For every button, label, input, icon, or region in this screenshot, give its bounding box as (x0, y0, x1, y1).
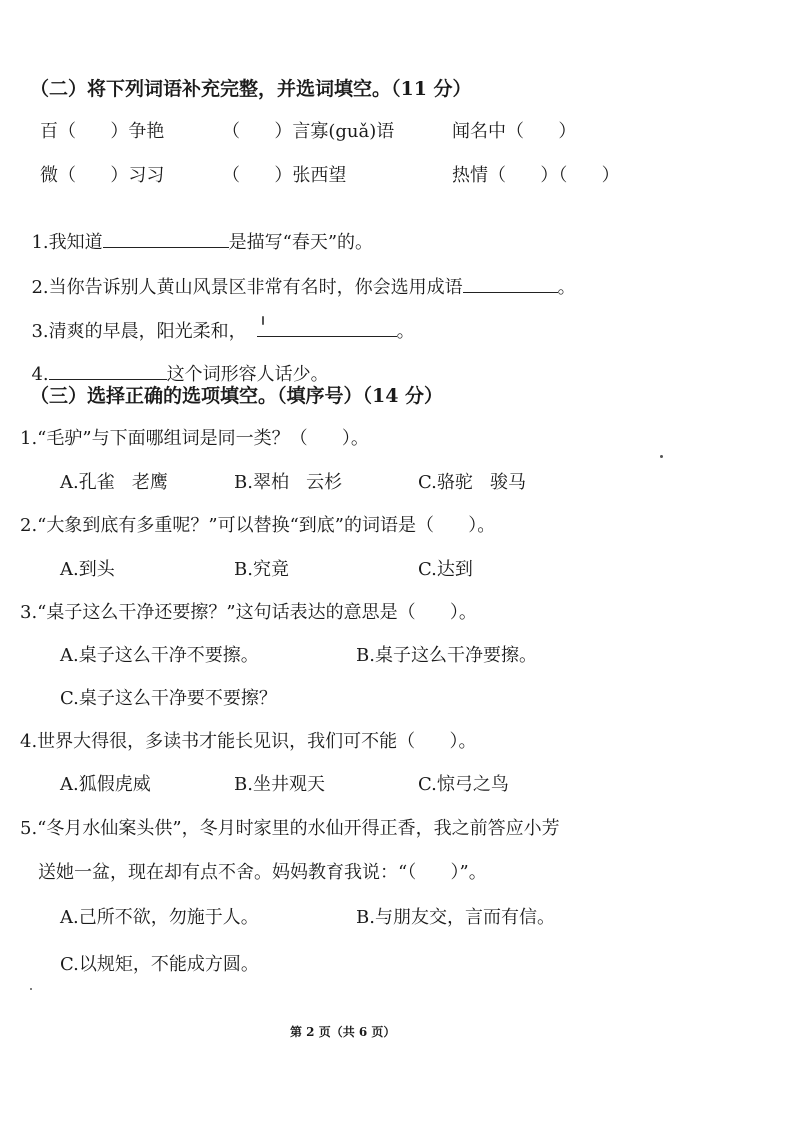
word-blank-item: 闻名中（ ） (452, 121, 577, 142)
question-text: 2.当你告诉别人黄山风景区非常有名时，你会选用成语 (31, 277, 463, 299)
section-3-title: （三）选择正确的选项填空。（填序号）（14 分） (30, 385, 444, 407)
answer-blank[interactable] (103, 230, 229, 248)
choice-option-a[interactable]: A.桌子这么干净不要擦。 (60, 645, 259, 666)
question-text: 是描写“春天”的。 (228, 232, 374, 254)
choice-option-b[interactable]: B.翠柏 云杉 (234, 472, 343, 493)
word-blank-item: 百（ ）争艳 (40, 121, 165, 142)
fill-question-4 (20, 344, 329, 384)
choice-question-4-stem: 4.世界大得很，多读书才能长见识，我们可不能（ ）。 (20, 731, 477, 752)
fill-question-2 (20, 257, 576, 297)
question-text: 3.清爽的早晨，阳光柔和， (31, 321, 247, 343)
choice-option-b[interactable]: B.究竟 (234, 559, 289, 580)
word-blank-item: 热情（ ）（ ） (452, 165, 620, 186)
choice-question-5-stem-line2: 送她一盆，现在却有点不舍。妈妈教育我说：“（ ）”。 (38, 862, 487, 883)
choice-option-a[interactable]: A.狐假虎威 (60, 774, 151, 795)
choice-question-1-stem: 1.“毛驴”与下面哪组词是同一类？（ ）。 (20, 428, 369, 449)
section-2-title: （二）将下列词语补充完整，并选词填空。（11 分） (30, 78, 472, 100)
answer-blank[interactable] (463, 275, 558, 293)
choice-option-b[interactable]: B.与朋友交，言而有信。 (356, 907, 555, 928)
choice-question-3-stem: 3.“桌子这么干净还要擦？”这句话表达的意思是（ ）。 (20, 602, 477, 623)
scan-speck (30, 988, 32, 990)
word-blank-item: （ ）言寡(guǎ)语 (222, 121, 395, 142)
page-number: 第 2 页（共 6 页） (290, 1025, 396, 1039)
scan-speck (660, 455, 663, 458)
choice-option-a[interactable]: A.己所不欲，勿施于人。 (60, 907, 259, 928)
choice-option-c[interactable]: C.达到 (418, 559, 473, 580)
choice-option-b[interactable]: B.坐井观天 (234, 774, 325, 795)
fill-question-1 (20, 212, 373, 252)
fill-question-3 (20, 301, 415, 341)
choice-option-c[interactable]: C.惊弓之鸟 (418, 774, 509, 795)
choice-option-a[interactable]: A.孔雀 老鹰 (60, 472, 168, 493)
question-text: 4. (31, 364, 49, 386)
question-text: 。 (557, 277, 576, 299)
choice-question-5-stem-line1: 5.“冬月水仙案头供”，冬月时家里的水仙开得正香，我之前答应小芳 (20, 818, 560, 839)
answer-blank[interactable] (49, 362, 167, 380)
question-text: 1.我知道 (31, 232, 103, 254)
choice-option-a[interactable]: A.到头 (60, 559, 115, 580)
choice-option-c[interactable]: C.以规矩，不能成方圆。 (60, 954, 259, 975)
choice-option-c[interactable]: C.骆驼 骏马 (418, 472, 527, 493)
word-blank-item: （ ）张西望 (222, 165, 347, 186)
question-text: 。 (396, 321, 415, 343)
choice-option-c[interactable]: C.桌子这么干净要不要擦？ (60, 688, 277, 709)
choice-option-b[interactable]: B.桌子这么干净要擦。 (356, 645, 537, 666)
question-text: 这个词形容人话少。 (166, 364, 329, 386)
choice-question-2-stem: 2.“大象到底有多重呢？”可以替换“到底”的词语是（ ）。 (20, 515, 496, 536)
scan-speck (262, 316, 264, 325)
answer-blank[interactable] (257, 319, 397, 337)
word-blank-item: 微（ ）习习 (40, 165, 165, 186)
